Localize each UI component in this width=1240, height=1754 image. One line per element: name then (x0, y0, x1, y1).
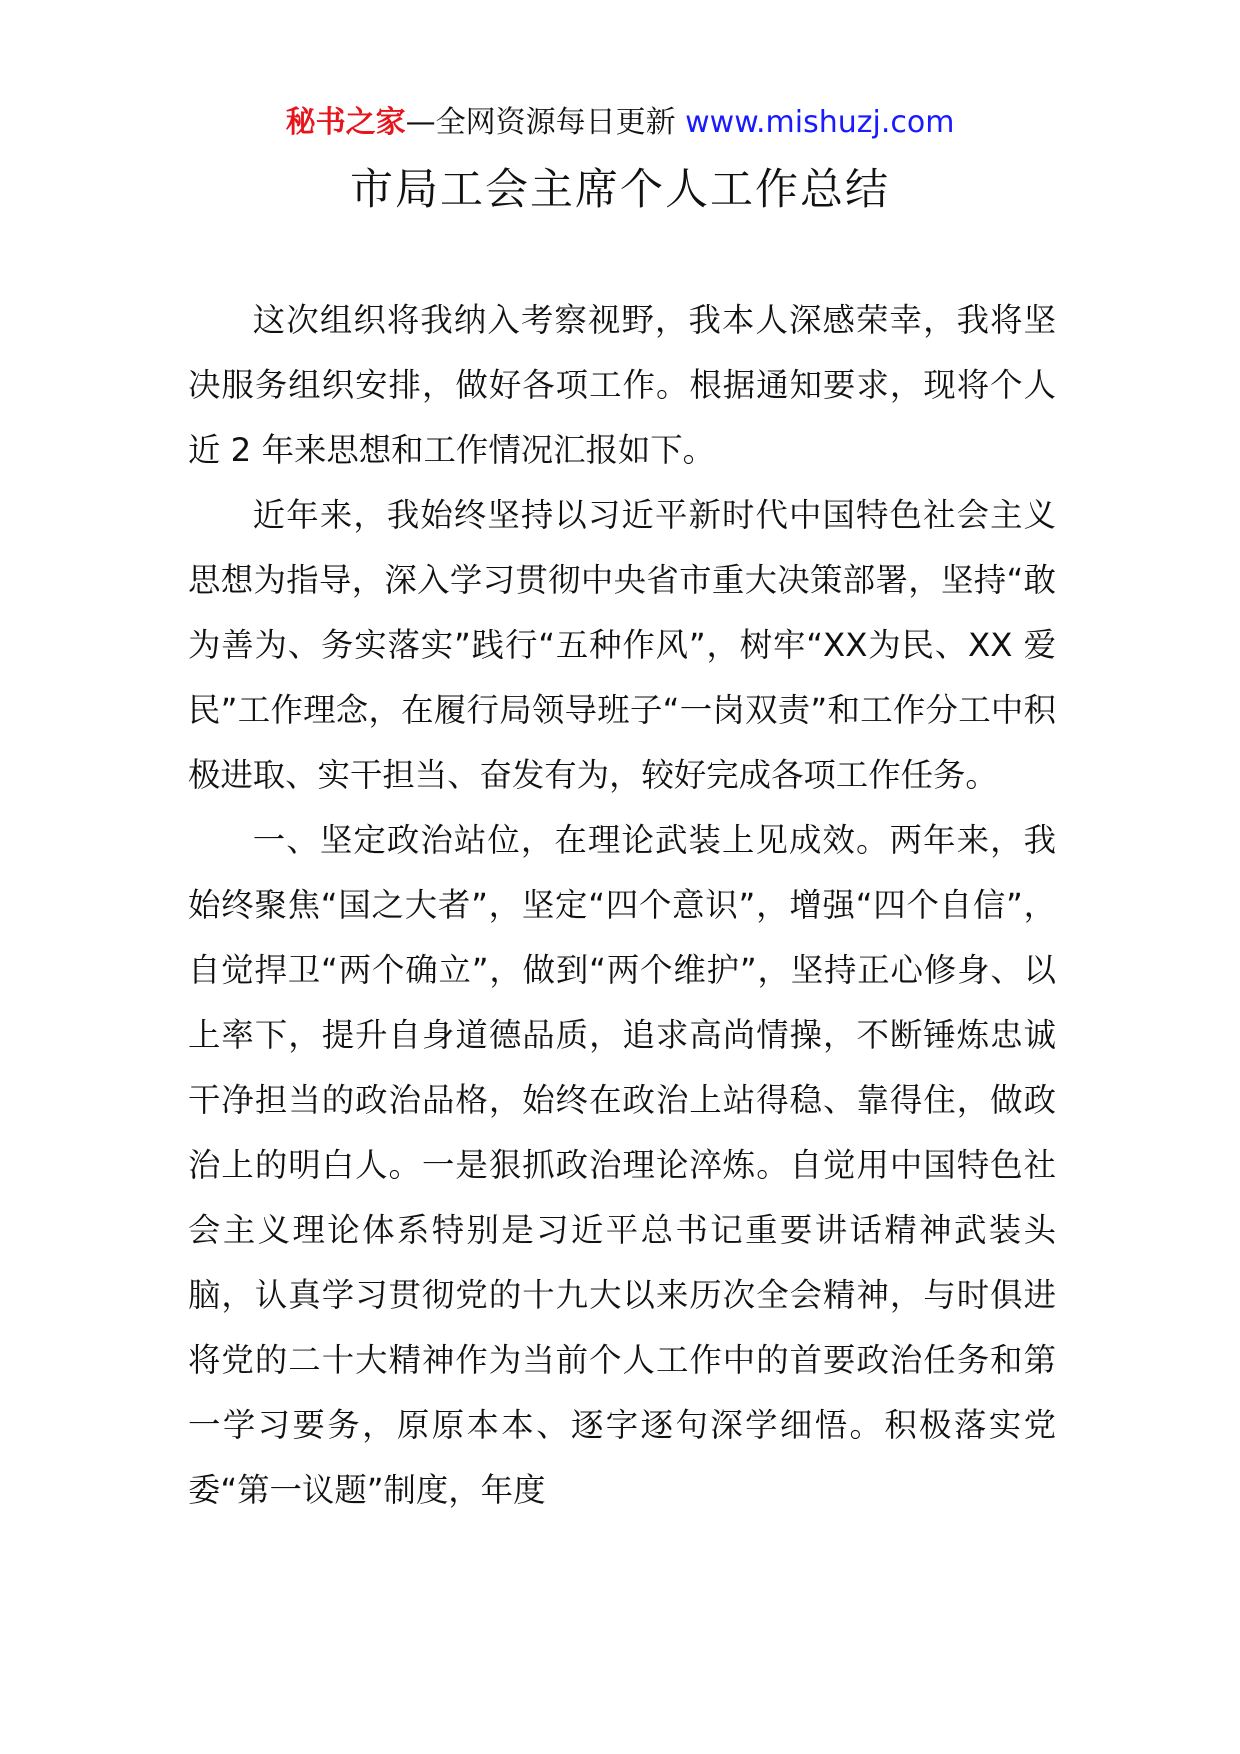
section-1-text: 两年来，我始终聚焦“国之大者”，坚定“四个意识”，增强“四个自信”，自觉捍卫“两个确立”，做到“两个维护”，坚持正心修身、以上率下，提升自身道德品质，追求高尚情操，不断锤炼忠诚干净担当的政治品格，始终在政治上站得稳、靠得住，做政治上的明白人。一是狠抓政治理论淬炼。自觉用中国特色社会主义理论体系特别是习近平总书记重要讲话精神武装头脑，认真学习贯彻党的十九大以来历次全会精神，与时俱进将党的二十大精神作为当前个人工作中的首要政治任务和第一学习要务，原原本本、逐字逐句深学细悟。积极落实党委“第一议题”制度，年度 (188, 821, 1057, 1509)
document-body (188, 288, 1056, 1523)
header-slogan: —全网资源每日更新 (405, 105, 676, 140)
watermark-header (0, 103, 1240, 143)
brand-name: 秘书之家 (285, 105, 406, 140)
section-1-heading: 一、坚定政治站位，在理论武装上见成效。 (252, 821, 890, 859)
section-1-paragraph (188, 808, 1056, 1523)
overview-paragraph: 近年来，我始终坚持以习近平新时代中国特色社会主义思想为指导，深入学习贯彻中央省市重大决策部署，坚持“敢为善为、务实落实”践行“五种作风”，树牢“XX为民、XX 爱民”工作理念，在履行局领导班子“一岗双责”和工作分工中积极进取、实干担当、奋发有为，较好完成各项工作任务。 (188, 496, 1056, 794)
site-url-link[interactable]: www.mishuzj.com (685, 105, 955, 140)
intro-paragraph: 这次组织将我纳入考察视野，我本人深感荣幸，我将坚决服务组织安排，做好各项工作。根据通知要求，现将个人近 2 年来思想和工作情况汇报如下。 (188, 301, 1056, 469)
document-title: 市局工会主席个人工作总结 (350, 165, 890, 215)
